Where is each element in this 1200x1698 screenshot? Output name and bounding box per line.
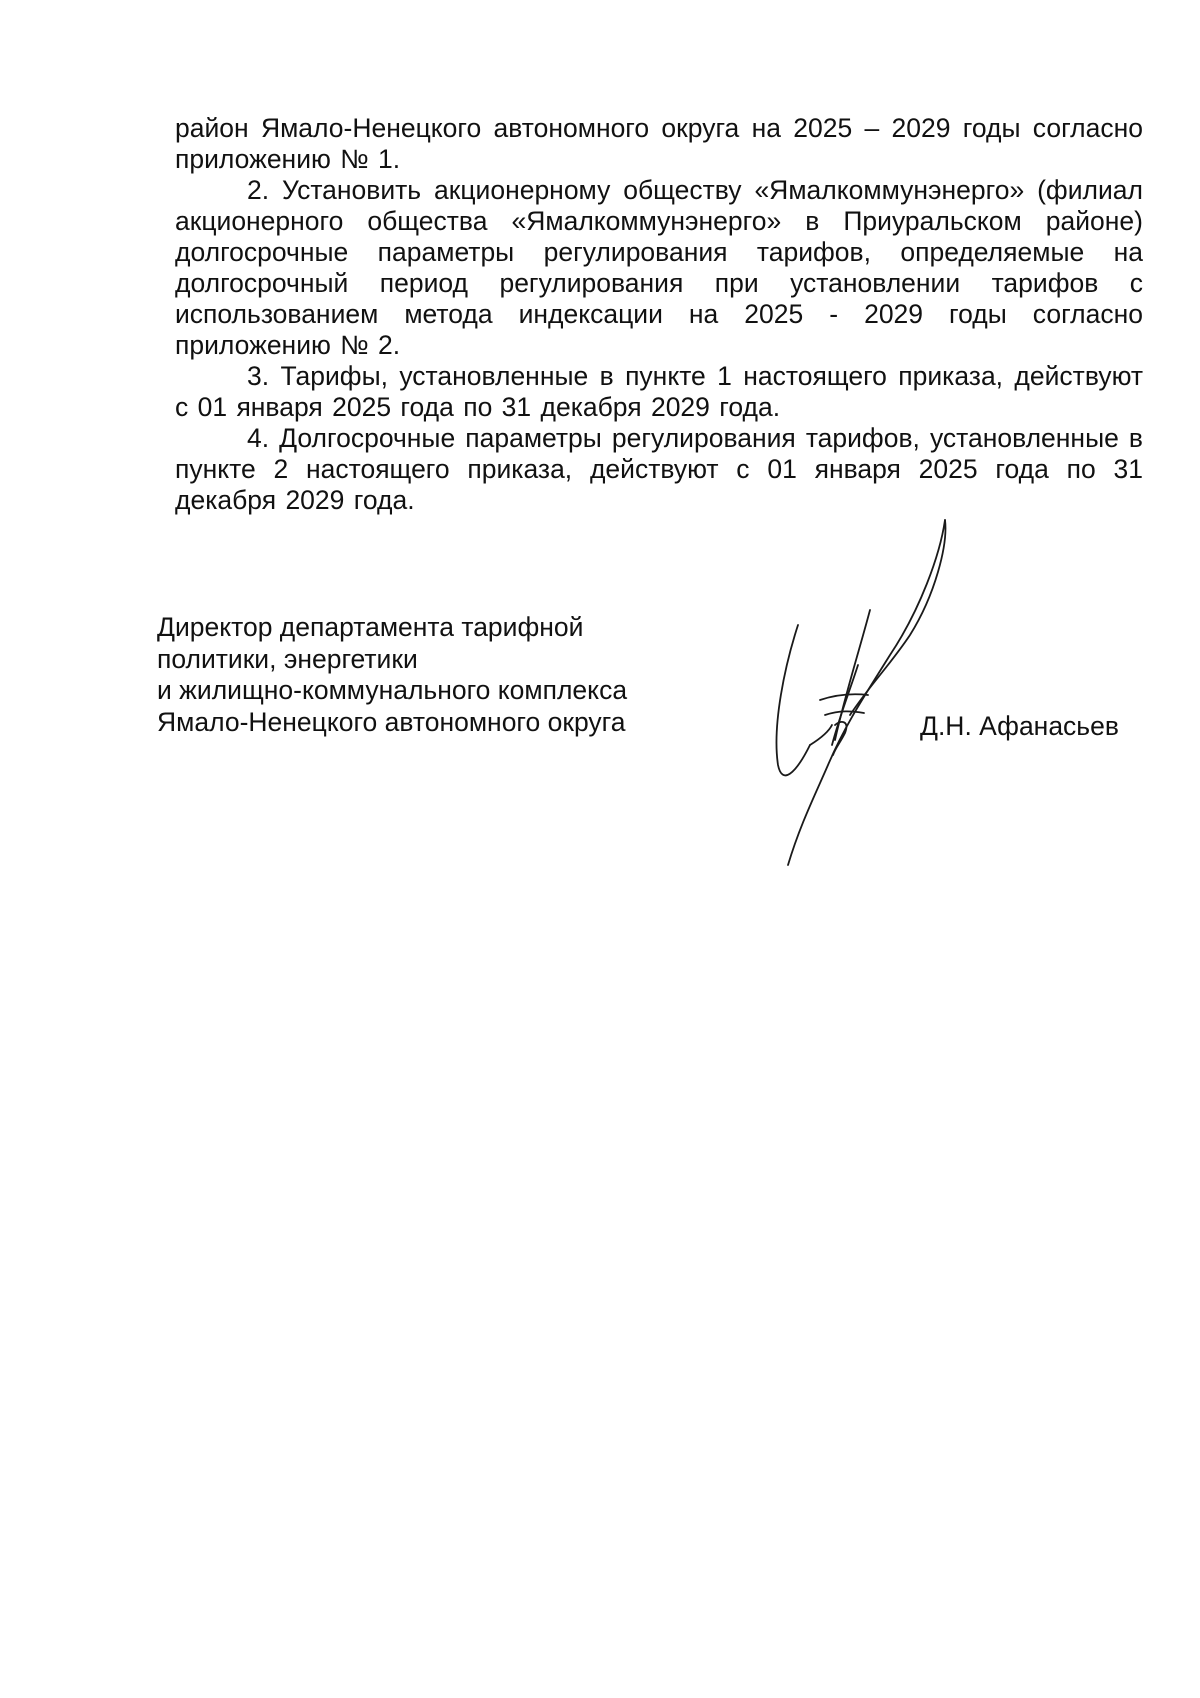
signatory-title-line: и жилищно-коммунального комплекса <box>157 675 628 705</box>
paragraph-4: 4. Долгосрочные параметры регулирования тарифов, установленные в пункте 2 настоящего приказа, действуют с 01 января 2025 года по 31 декабря 2029 года. <box>175 423 1143 515</box>
signatory-title <box>157 612 717 738</box>
paragraph-2: 2. Установить акционерному обществу «Ямалкоммунэнерго» (филиал акционерного общества «Ямалкоммунэнерго» в Приуральском районе) долгосрочные параметры регулирования тарифов, определяемые на долгосрочный период регулирования при установлении тарифов с использованием метода индексации на 2025 - 2029 годы согласно приложению № 2. <box>175 175 1143 360</box>
order-body <box>175 113 1143 516</box>
signatory-title-line: Директор департамента тарифной <box>157 612 584 642</box>
paragraph-3: 3. Тарифы, установленные в пункте 1 настоящего приказа, действуют с 01 января 2025 года по 31 декабря 2029 года. <box>175 361 1143 422</box>
signatory-name: Д.Н. Афанасьев <box>920 711 1119 741</box>
signatory-title-line: политики, энергетики <box>157 643 418 674</box>
paragraph-continuation: район Ямало-Ненецкого автономного округа на 2025 – 2029 годы согласно приложению № 1. <box>175 113 1143 174</box>
signatory-title-line: Ямало-Ненецкого автономного округа <box>157 706 626 737</box>
handwritten-signature <box>740 515 970 875</box>
